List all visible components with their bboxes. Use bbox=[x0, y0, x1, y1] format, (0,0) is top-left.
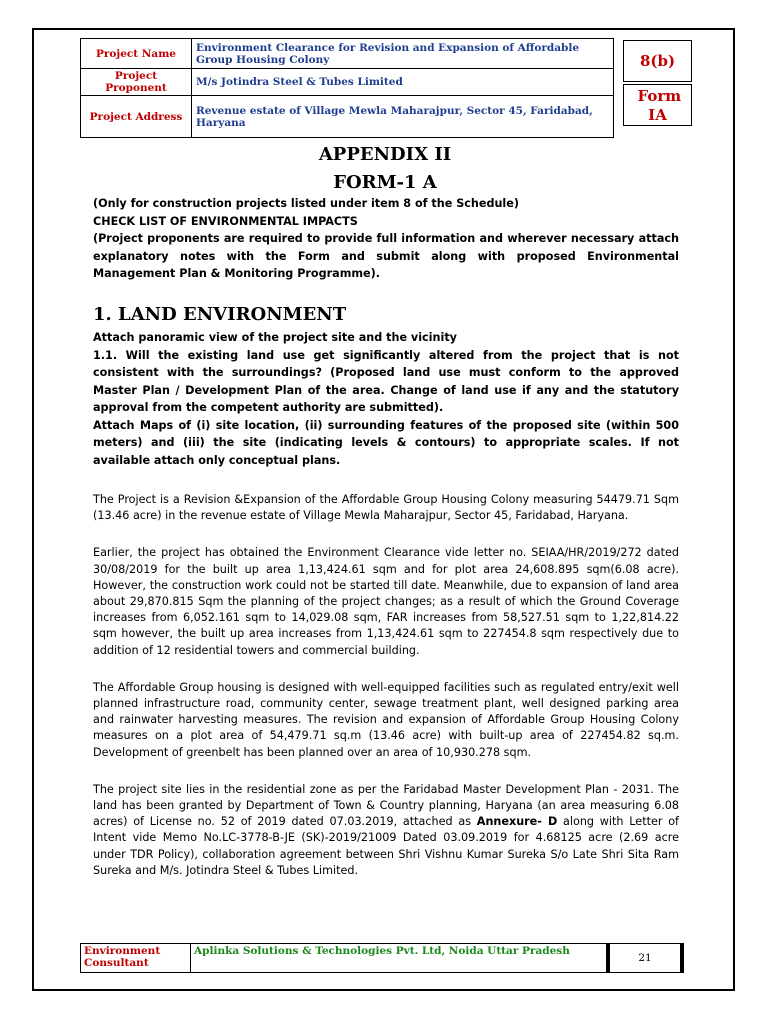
item-code-box bbox=[623, 40, 692, 82]
project-name-value: Environment Clearance for Revision and Expansion of Affordable Group Housing Colony bbox=[192, 39, 614, 69]
annexure-reference: Annexure- D bbox=[476, 815, 558, 829]
section-heading: 1. LAND ENVIRONMENT bbox=[93, 304, 347, 325]
form-code: Form IA bbox=[637, 87, 682, 124]
body-paragraphs bbox=[93, 492, 679, 879]
form-title: FORM-1 A bbox=[333, 172, 437, 193]
project-proponent-label: Project Proponent bbox=[81, 69, 192, 96]
project-address-label: Project Address bbox=[81, 96, 192, 138]
paragraph-facilities: The Affordable Group housing is designed with well-equipped facilities such as regulated entry/exit well planned infrastructure road, community center, sewage treatment plant, well designed parking area and rainwater harvesting measures. The revision and expansion of Affordable Group Housing Colony measures on a plot area of 54,479.71 sq.m (13.46 acre) with built-up area of 227454.82 sq.m. Development of greenbelt has been planned over an area of 10,930.278 sqm. bbox=[93, 680, 679, 759]
section-block bbox=[93, 304, 679, 469]
page-number: 21 bbox=[608, 944, 682, 973]
paragraph-clearance: Earlier, the project has obtained the Environment Clearance vide letter no. SEIAA/HR/2019/272 dated 30/08/2019 for the built up area 1,13,424.61 sqm and for plot area 24,608.895 sqm(6.08 acre). However, the construction work could not be started till date. Meanwhile, due to expansion of land area about 29,870.815 Sqm the planning of the project changes; as a result of which the Ground Coverage increases from 6,052.161 sqm to 14,029.08 sqm, FAR increases from 58,527.51 sqm to 1,22,814.22 sqm however, the built up area increases from 1,13,424.61 sqm to 227454.8 sqm respectively due to addition of 12 residential towers and commercial building. bbox=[93, 546, 679, 657]
intro-block bbox=[93, 195, 679, 283]
appendix-title: APPENDIX II bbox=[318, 144, 452, 165]
paragraph-overview: The Project is a Revision &Expansion of the Affordable Group Housing Colony measuring 54479.71 Sqm (13.46 acre) in the revenue estate of Village Mewla Maharajpur, Sector 45, Faridabad, Haryana. bbox=[93, 493, 679, 523]
project-proponent-value: M/s Jotindra Steel & Tubes Limited bbox=[192, 69, 614, 96]
project-header-table bbox=[80, 38, 614, 138]
item-code: 8(b) bbox=[639, 52, 676, 70]
project-name-label: Project Name bbox=[81, 39, 192, 69]
paragraph-site-part-b: along with Letter of Intent vide Memo No.LC-3778-B-JE (SK)-2019/21009 Dated 03.09.2019 for 4.68125 acre (2.69 acre under TDR Policy), collaboration agreement between Shri Vishnu Kumar Sureka S/o Late Shri Sita Ram Sureka and M/s. Jotindra Steel & Tubes Limited. bbox=[93, 815, 679, 877]
intro-line-checklist: CHECK LIST OF ENVIRONMENTAL IMPACTS bbox=[93, 214, 358, 228]
section-question-1-1: 1.1. Will the existing land use get significantly altered from the project that is not consistent with the surroundings? (Proposed land use must conform to the approved Master Plan / Development Plan of the area. Change of land use if any and the statutory approval from the competent authority are submitted). bbox=[93, 348, 679, 414]
paragraph-site-part-a: The project site lies in the residential zone as per the Faridabad Master Development Plan - 2031. The land has been granted by Department of Town & Country planning, Haryana (an area measuring 6.08 acres) of License no. 52 of 2019 dated 07.03.2019, attached as bbox=[93, 782, 679, 829]
section-maps-line: Attach Maps of (i) site location, (ii) surrounding features of the proposed site (within 500 meters) and (iii) the site (indicating levels & contours) to appropriate scales. If not available attach only conceptual plans. bbox=[93, 418, 679, 467]
form-code-box bbox=[623, 84, 692, 126]
intro-line-instructions: (Project proponents are required to provide full information and wherever necessary attach explanatory notes with the Form and submit along with proposed Environmental Management Plan & Monitoring Programme). bbox=[93, 232, 679, 280]
footer-table bbox=[80, 943, 684, 973]
project-address-value: Revenue estate of Village Mewla Maharajpur, Sector 45, Faridabad, Haryana bbox=[192, 96, 614, 138]
paragraph-site bbox=[93, 782, 679, 879]
section-panoramic-line: Attach panoramic view of the project site and the vicinity bbox=[93, 331, 457, 344]
footer-label: Environment Consultant bbox=[81, 944, 191, 973]
footer-consultant: Aplinka Solutions & Technologies Pvt. Ltd, Noida Uttar Pradesh bbox=[191, 944, 609, 973]
intro-line-schedule: (Only for construction projects listed under item 8 of the Schedule) bbox=[93, 197, 519, 210]
